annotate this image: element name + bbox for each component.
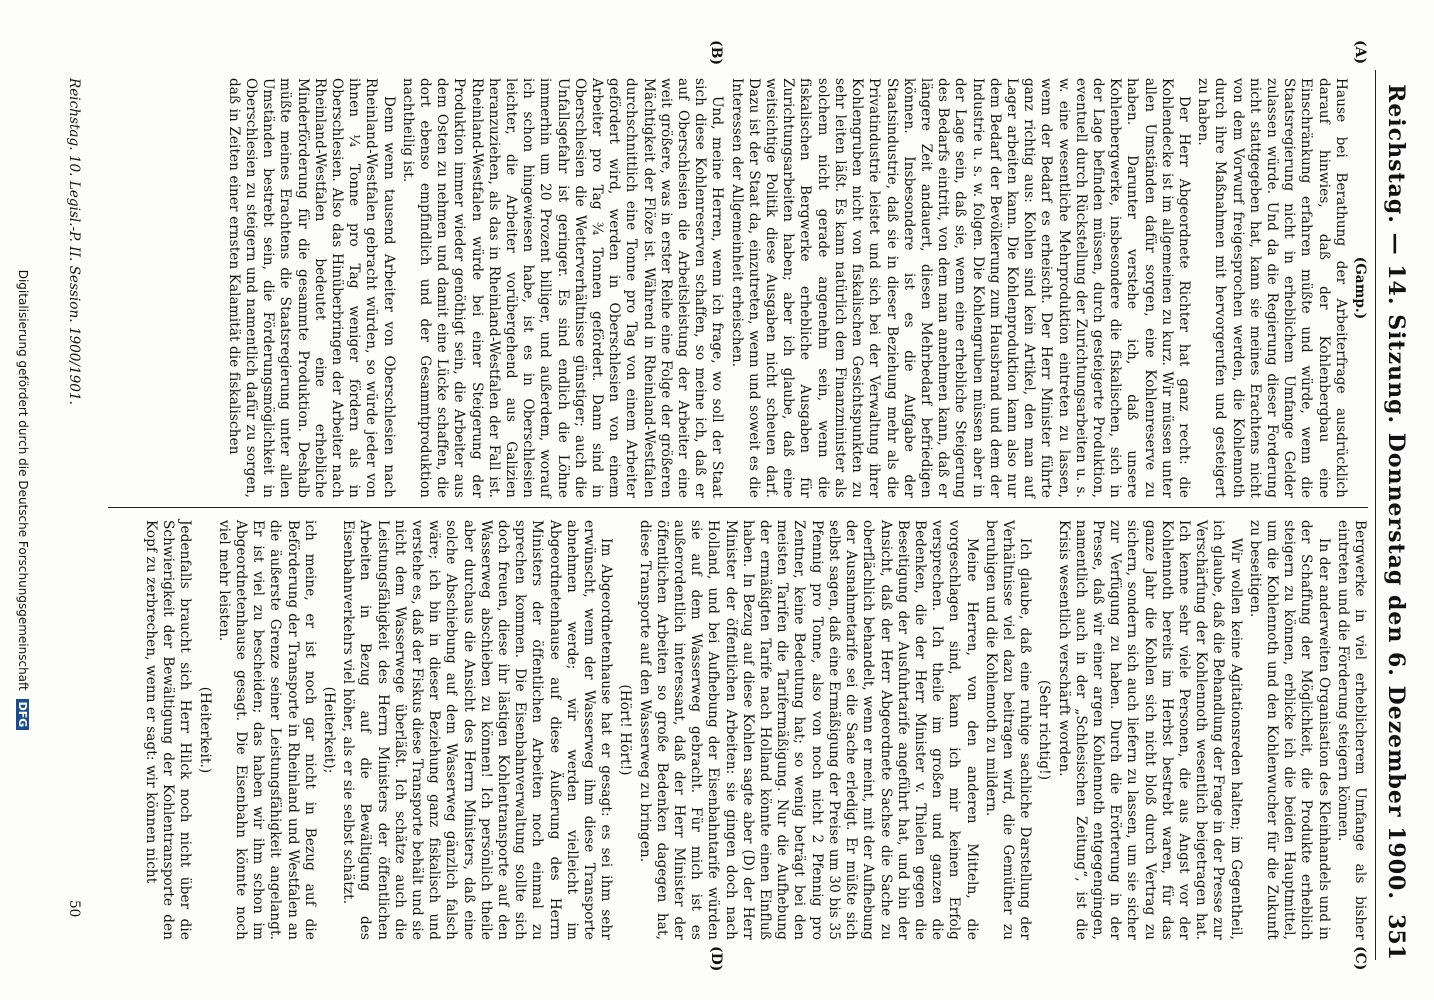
page-header: [1375, 70, 1416, 960]
right-column-paragraph: Jedenfalls braucht sich Herr Hilck noch nicht über die Schwierigkeit der Bewältigung der Kohlentransporte den Kopf zu zerbrechen, wenn er sagt: wir können nicht: [142, 520, 194, 940]
left-column-paragraph: Hause bei Berathung der Arbeiterfrage ausdrücklich darauf hinwies, daß der Kohlenbergbau eine Einschränkung erfahren müßte und würde, wenn die Staatsregierung nicht in erheblichem Umfange Gelder zulassen würde. Und da die Regierung dieser Forderung nicht stattgegeben hat, kann sie meines Erachtens nicht von dem Vorwurf freigesprochen werden, die Kohlennoth durch ihre Maßnahmen mit hervorgerufen und gesteigert zu haben.: [1195, 78, 1349, 498]
digitization-credit: [16, 0, 30, 1000]
credit-text: Digitalisierung gefördert durch die Deutsche Forschungsgemeinschaft: [16, 269, 30, 691]
right-column-paragraph: In der anderweiten Organisation des Kleinhandels und in der Schaffung der Möglichkeit, die Produkte erheblich steigern zu können, erblicke ich die beiden Hauptmittel, um die Kohlennoth und den Kohlenwucher für die Zukunft zu beseitigen.: [1246, 520, 1332, 940]
left-column-paragraph: Und, meine Herren, wenn ich frage, wo soll der Staat sich diese Kohlenreserven schaffen, so meine ich, daß er auf Oberschlesien die Arbeitsleistung der Arbeiter eine weit größere, was in erster Reihe eine Folge der größeren Mächtigkeit der Flöze ist. Während in Rheinland-Westfalen durchschnittlich eine Tonne pro Tag von einem Arbeiter gefördert wird, werden in Oberschlesien von einem Arbeiter pro Tag ¾ Tonnen gefördert. Dann sind in Oberschlesien die Wetterverhältnisse günstiger; auch die Unfallsgefahr ist geringer. Es sind endlich die Löhne immerhin um 20 Prozent billiger, und außerdem, worauf ich schon hingewiesen habe, ist es in Oberschlesien leichter, die Arbeiter vorübergehend aus Galizien heranzuziehen, als das in Rheinland-Westfalen der Fall ist. Rheinland-Westfalen würde bei einer Steigerung der Produktion immer wieder genöthigt sein, die Arbeiter aus dem Osten zu nehmen und damit eine Lücke schaffen, die dort ebenso empfindlich und der Gesammtproduktion nachtheilig ist.: [399, 78, 726, 498]
right-column-paragraph: Bergwerke in viel erheblicherem Umfange als bisher eintreten und die Förderung steigern können.: [1334, 520, 1368, 940]
header-title: Reichstag. — 14. Sitzung. Donnerstag den 6. Dezember 1900.: [1383, 84, 1409, 900]
right-column-paragraph: Meine Herren, von den anderen Mitteln, die vorgeschlagen sind, kann ich mir keinen Erfolg versprechen. Ich theile im großen und ganzen die Bedenken, die der Herr Minister v. Thielen gegen die Beseitigung der Ausfuhrtarife angeführt hat, und bin der Ansicht, daß der Herr Abgeordnete Sachse die Sache zu oberflächlich behandelt, wenn er meint, mit der Aufhebung der Ausnahmetarife sei die Sache erledigt. Er müßte sich selbst sagen, daß eine Ermäßigung der Preise um 30 bis 35 Pfennig pro Tonne, also von noch nicht 2 Pfennig pro Zentner, keine Bedeutung hat; so wenig beträgt bei den meisten Tarifen die Tarifermäßigung. Nur die Aufhebung der ermäßigten Tarife nach Holland könnte einen Einfluß haben. In Bezug auf diese Kohlen sagte aber (D) der Herr Minister der öffentlichen Arbeiten: sie gingen doch nach Holland, und bei Aufhebung der Eisenbahntarife würden sie auf dem Wasserweg gebracht. Für mich ist es außerordentlich interessant, daß der Herr Minister der öffentlichen Arbeiten so große Bedenken dagegen hat, diese Transporte auf den Wasserweg zu bringen.: [636, 520, 980, 940]
page-number: 351: [1383, 914, 1409, 960]
footer-sheet-number: 50: [66, 900, 82, 918]
right-column-paragraph: Ich glaube, daß eine ruhige sachliche Darstellung der Verhältnisse viel dazu beitragen wird, die Gemüther zu beruhigen und die Kohlennoth zu mildern.: [982, 520, 1034, 940]
footer-reference: Reichstag. 10. Legisl.-P. II. Session. 1900/1901.: [66, 78, 82, 405]
dfg-logo: DFG: [16, 699, 29, 731]
margin-marker-d: (D): [708, 946, 724, 972]
right-column-paragraph: (Sehr richtig!): [1036, 679, 1053, 781]
column-divider: [108, 507, 1368, 508]
margin-marker-a: (A): [1352, 40, 1368, 65]
margin-marker-c: (C): [1352, 946, 1368, 971]
left-column: [223, 78, 1368, 498]
right-column: [140, 520, 1368, 940]
margin-marker-b: (B): [708, 40, 724, 66]
right-column-paragraph: (Heiterkeit);: [321, 686, 338, 774]
right-column-paragraph: Im Abgeordnetenhause hat er gesagt: es sei ihm sehr erwünscht, wenn der Wasserweg ihm diese Transporte abnehmen werde; wir werden vielleicht im Abgeordnetenhause auf diese Äußerung des Herrn Ministers der öffentlichen Arbeiten noch einmal zu sprechen kommen. Die Eisenbahnverwaltung sollte sich doch freuen, diese ihr lästigen Kohlentransporte auf den Wasserweg abschieben zu können! Ich persönlich theile aber durchaus die Ansicht des Herrn Ministers, daß eine solche Abschiebung auf dem Wasserweg gänzlich falsch wäre; ich bin in dieser Beziehung ganz fiskalisch und verstehe es, daß der Fiskus diese Transporte behält und sie nicht dem Wasserwege überläßt. Ich schätze auch die Leistungsfähigkeit des Herrn Ministers der öffentlichen Arbeiten in Bezug auf die Bewältigung des Eisenbahnverkehrs viel höher, als er sie selbst schätzt.: [340, 520, 615, 940]
right-column-paragraph: (Hört! Hört!): [617, 684, 634, 776]
left-column-paragraph: Der Herr Abgeordnete Richter hat ganz recht: die Kohlendecke ist im allgemeinen zu kurz. Wir müssen unter allen Umständen dafür sorgen, eine Kohlenreserve zu haben. Darunter verstehe ich, daß unsere Kohlenbergwerke, insbesondere die fiskalischen, sich in der Lage befinden müssen, durch gesteigerte Produktion, eventuell durch Rückstellung der Zurichtungsarbeiten u. s. w. eine wesentliche Mehrproduktion eintreten zu lassen, wenn der Bedarf es erheischt. Der Herr Minister führte ganz richtig aus: Kohlen sind kein Artikel, den man auf Lager arbeiten kann. Die Kohlenproduktion kann also nur dem Bedarf der Bevölkerung zum Hausbrand und dem der Industrie u. s. w. folgen. Die Kohlengruben müssen aber in der Lage sein, daß sie, wenn eine erhebliche Steigerung des Bedarfs eintritt, von dem man annehmen kann, daß er längere Zeit andauert, diesen Mehrbedarf befriedigen können. Insbesondere ist es die Aufgabe der Staatsindustrie, daß sie in dieser Beziehung mehr als die Privatindustrie leistet und sich bei der Verwaltung ihrer Kohlengruben nicht von fiskalischen Gesichtspunkten zu sehr leiten läßt. Es kann natürlich dem Finanzminister als solchem nicht gerade angenehm sein, wenn die fiskalischen Bergwerke erhebliche Ausgaben für Zurichtungsarbeiten haben; aber ich glaube, daß eine weitsichtige Politik diese Ausgaben nicht scheuen darf. Dazu ist der Staat da, einzutreten, wenn und soweit es die Interessen der Allgemeinheit erheischen.: [728, 78, 1192, 498]
right-column-paragraph: Wir wollen keine Agitationsreden halten; im Gegentheil, ich glaube, daß die Behandlung der Frage in der Presse zur Verschärfung der Kohlennoth wesentlich beigetragen hat. Ich kenne sehr viele Personen, die aus Angst vor der Kohlennoth bereits im Herbst bestrebt waren, für das ganze Jahr die Kohlen sich nicht bloß durch Vertrag zu sichern, sondern sich auch liefern zu lassen, um sie sicher zur Verfügung zu haben. Durch die Erörterung in der Presse, daß wir einer argen Kohlennoth entgegengingen, namentlich auch in der „Schlesischen Zeitung“, ist die Krisis wesentlich verschärft worden.: [1055, 520, 1244, 940]
left-column-paragraph: (Gamp.): [1352, 256, 1368, 320]
right-column-paragraph: ich meine, er ist noch gar nicht in Bezug auf die Beförderung der Transporte in Rheinland und Westfalen an die äußerste Grenze seiner Leistungsfähigkeit angelangt. Er ist viel zu bescheiden; das haben wir ihm schon im Abgeordnetenhause gesagt. Die Eisenbahn könnte noch viel mehr leisten.: [215, 520, 318, 940]
right-column-paragraph: (Heiterkeit.): [196, 686, 213, 774]
left-column-paragraph: Denn wenn tausend Arbeiter von Oberschlesien nach Rheinland-Westfalen gebracht würden, so würde jeder von ihnen ¼ Tonne pro Tag weniger fördern als in Oberschlesien. Also das Hinüberbringen der Arbeiter nach Rheinland-Westfalen bedeutet eine erhebliche Minderförderung für die gesammte Produktion. Deshalb müßte meines Erachtens die Staatsregierung unter allen Umständen bestrebt sein, die Förderungsmöglichkeit in Oberschlesien zu steigern und namentlich dafür zu sorgen, daß in Zeiten einer ernsten Kalamität die fiskalischen: [225, 78, 397, 498]
